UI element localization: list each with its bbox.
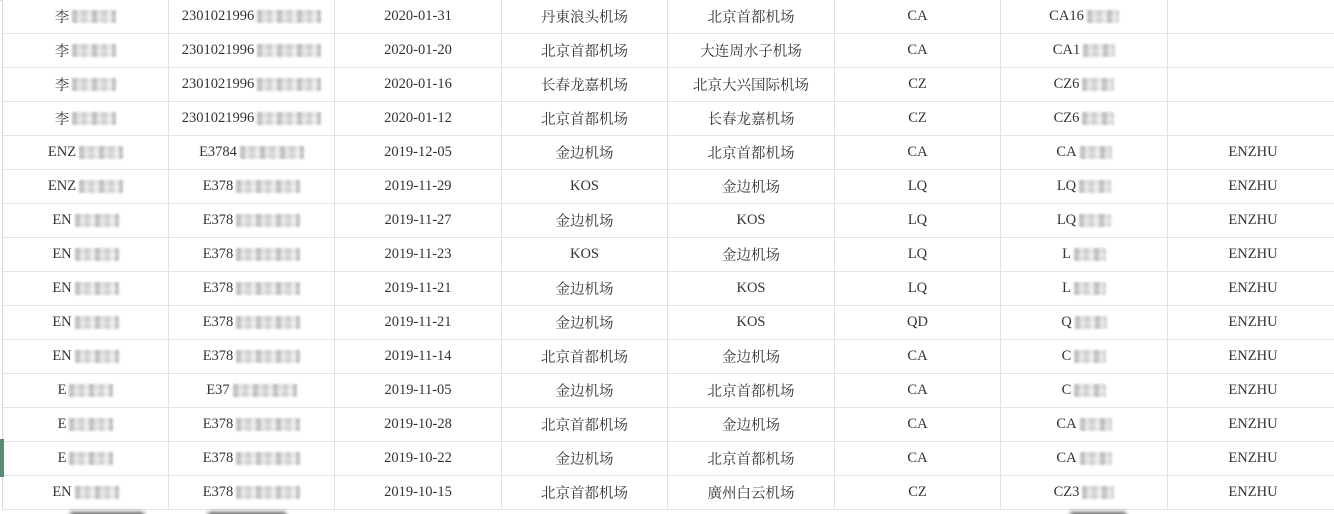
cell-text: 金边机场 — [555, 316, 614, 332]
cell-text: 李 — [54, 10, 70, 26]
cell-text: 北京首都机场 — [707, 146, 795, 162]
cell-date[interactable] — [335, 170, 502, 203]
cell-departure[interactable] — [502, 442, 668, 475]
cell-text: LQ — [907, 280, 928, 296]
cell-text: KOS — [736, 280, 766, 296]
cell-arrival[interactable] — [668, 0, 835, 33]
redaction-mosaic — [1079, 214, 1111, 227]
redaction-mosaic — [72, 10, 116, 23]
redaction-mosaic — [1074, 350, 1106, 363]
cell-departure[interactable] — [502, 340, 668, 373]
redaction-mosaic — [72, 78, 116, 91]
cell-arrival[interactable] — [668, 170, 835, 203]
cell-text: E378 — [202, 178, 234, 194]
cell-text: E378 — [202, 450, 234, 466]
cell-text: 2301021996 — [181, 76, 255, 92]
cell-date[interactable] — [335, 34, 502, 67]
cell-text: E378 — [202, 348, 234, 364]
cell-tag[interactable] — [1168, 272, 1334, 305]
cell-text: L — [1062, 280, 1071, 296]
cell-text: ENZHU — [1228, 246, 1278, 262]
cell-text: 北京首都机场 — [541, 418, 628, 434]
cell-airline[interactable] — [835, 34, 1001, 67]
cell-text: 2301021996 — [181, 8, 255, 24]
cell-name[interactable] — [3, 340, 169, 373]
cell-text: CA — [907, 348, 928, 364]
cell-tag[interactable] — [1168, 204, 1334, 237]
cell-text: 长春龙嘉机场 — [541, 78, 628, 94]
cell-text: E378 — [202, 212, 234, 228]
cell-text: Q — [1061, 314, 1072, 330]
cell-flight[interactable] — [1001, 34, 1168, 67]
cell-text: 金边机场 — [722, 350, 780, 366]
cell-id-number[interactable] — [169, 340, 335, 373]
cell-text: ENZHU — [1228, 382, 1278, 398]
cell-text: ENZ — [47, 144, 77, 160]
redaction-mosaic — [75, 316, 119, 329]
cell-arrival[interactable] — [668, 306, 835, 339]
table-row[interactable] — [3, 136, 1334, 170]
redaction-mosaic — [257, 44, 321, 57]
table-row[interactable] — [3, 34, 1334, 68]
cell-text: 北京大兴国际机场 — [693, 78, 809, 94]
redaction-mosaic — [236, 248, 300, 261]
cell-text: 2019-11-27 — [384, 212, 452, 228]
table-row[interactable] — [3, 476, 1334, 510]
cell-text: LQ — [907, 178, 928, 194]
cell-airline[interactable] — [835, 170, 1001, 203]
cell-text: CA16 — [1049, 8, 1084, 24]
cell-text: CA — [1056, 450, 1077, 466]
cell-departure[interactable] — [502, 204, 668, 237]
cell-date[interactable] — [335, 272, 502, 305]
cell-text: ENZHU — [1228, 314, 1278, 330]
table-row[interactable] — [3, 170, 1334, 204]
cell-text: 金边机场 — [555, 146, 614, 162]
cell-departure[interactable] — [502, 408, 668, 441]
cell-text: CZ6 — [1053, 110, 1080, 126]
cell-airline[interactable] — [835, 204, 1001, 237]
cell-flight[interactable] — [1001, 0, 1168, 33]
cell-date[interactable] — [335, 476, 502, 509]
redaction-mosaic — [233, 384, 297, 397]
cell-text: 2019-11-23 — [384, 246, 452, 262]
redaction-mosaic — [1080, 146, 1112, 159]
cell-text: 金边机场 — [722, 180, 780, 196]
cell-airline[interactable] — [835, 102, 1001, 135]
redaction-mosaic — [236, 214, 300, 227]
cell-id-number[interactable] — [169, 408, 335, 441]
cell-text: LQ — [1056, 178, 1077, 194]
redaction-mosaic — [69, 418, 113, 431]
cell-text: ENZHU — [1228, 280, 1278, 296]
cell-text: 金边机场 — [555, 384, 614, 400]
table-row[interactable] — [3, 238, 1334, 272]
table-row[interactable] — [3, 408, 1334, 442]
cell-text: KOS — [569, 178, 599, 194]
cell-tag[interactable] — [1168, 136, 1334, 169]
cell-departure[interactable] — [502, 136, 668, 169]
cell-name[interactable] — [3, 442, 169, 475]
cell-arrival[interactable] — [668, 408, 835, 441]
cell-date[interactable] — [335, 0, 502, 33]
cell-text: 北京首都机场 — [541, 486, 628, 502]
cell-text: 2020-01-16 — [384, 76, 452, 92]
cell-name[interactable] — [3, 238, 169, 271]
redaction-mosaic — [75, 248, 119, 261]
table-row[interactable] — [3, 0, 1334, 34]
cell-id-number[interactable] — [169, 170, 335, 203]
cell-arrival[interactable] — [668, 68, 835, 101]
table-row[interactable] — [3, 102, 1334, 136]
cell-date[interactable] — [335, 238, 502, 271]
cell-airline[interactable] — [835, 136, 1001, 169]
cell-text: QD — [907, 314, 928, 330]
cell-text: 2019-11-21 — [384, 280, 452, 296]
cell-arrival[interactable] — [668, 442, 835, 475]
redaction-mosaic — [1082, 112, 1114, 125]
cell-text: KOS — [736, 212, 766, 228]
redaction-mosaic — [75, 486, 119, 499]
redaction-mosaic — [236, 452, 300, 465]
cell-text: 金边机场 — [555, 282, 614, 298]
cell-text: CA — [907, 450, 928, 466]
cell-text: 2301021996 — [181, 110, 255, 126]
cell-id-number[interactable] — [169, 68, 335, 101]
cell-text: 金边机场 — [722, 418, 780, 434]
cell-text: E378 — [202, 246, 234, 262]
cell-flight[interactable] — [1001, 408, 1168, 441]
cell-text: CZ — [908, 76, 927, 92]
cell-date[interactable] — [335, 68, 502, 101]
cell-text: ENZHU — [1228, 348, 1278, 364]
cell-text: E — [57, 450, 67, 466]
cell-name[interactable] — [3, 476, 169, 509]
cell-name[interactable] — [3, 68, 169, 101]
cell-arrival[interactable] — [668, 238, 835, 271]
redaction-mosaic — [257, 10, 321, 23]
redaction-mosaic — [1087, 10, 1119, 23]
cell-text: KOS — [569, 246, 599, 262]
table-row[interactable] — [3, 306, 1334, 340]
cell-flight[interactable] — [1001, 238, 1168, 271]
cell-id-number[interactable] — [169, 136, 335, 169]
redaction-mosaic — [69, 452, 113, 465]
cell-text: ENZHU — [1228, 416, 1278, 432]
cell-tag[interactable] — [1168, 0, 1334, 33]
cell-name[interactable] — [3, 272, 169, 305]
flight-records-table — [2, 0, 1334, 510]
cell-text: E3784 — [199, 144, 237, 160]
cell-text: CA — [907, 382, 928, 398]
cell-id-number[interactable] — [169, 374, 335, 407]
cell-text: CA — [907, 8, 928, 24]
cell-departure[interactable] — [502, 170, 668, 203]
cell-arrival[interactable] — [668, 204, 835, 237]
cell-flight[interactable] — [1001, 204, 1168, 237]
cell-arrival[interactable] — [668, 136, 835, 169]
cell-flight[interactable] — [1001, 272, 1168, 305]
cell-text: 2019-10-28 — [384, 416, 452, 432]
cell-text: 金边机场 — [555, 452, 614, 468]
cell-departure[interactable] — [502, 0, 668, 33]
cell-departure[interactable] — [502, 34, 668, 67]
cell-text: 2019-12-05 — [384, 144, 452, 160]
cell-flight[interactable] — [1001, 68, 1168, 101]
cell-text: 2020-01-20 — [384, 42, 452, 58]
cell-arrival[interactable] — [668, 374, 835, 407]
cell-tag[interactable] — [1168, 34, 1334, 67]
table-row[interactable] — [3, 204, 1334, 238]
cell-text: 李 — [54, 44, 70, 60]
redaction-mosaic — [257, 112, 321, 125]
cell-text: E37 — [206, 382, 230, 398]
redaction-mosaic — [240, 146, 304, 159]
cell-text: E378 — [202, 484, 234, 500]
cell-departure[interactable] — [502, 476, 668, 509]
cell-text: EN — [52, 280, 72, 296]
cell-text: EN — [52, 246, 72, 262]
cell-airline[interactable] — [835, 272, 1001, 305]
cell-airline[interactable] — [835, 374, 1001, 407]
cell-date[interactable] — [335, 136, 502, 169]
cell-departure[interactable] — [502, 374, 668, 407]
cell-tag[interactable] — [1168, 408, 1334, 441]
cell-text: 2301021996 — [181, 42, 255, 58]
cell-text: ENZ — [47, 178, 77, 194]
cell-tag[interactable] — [1168, 68, 1334, 101]
cell-text: 2020-01-31 — [384, 8, 452, 24]
cell-text: EN — [52, 348, 72, 364]
cell-date[interactable] — [335, 340, 502, 373]
cell-name[interactable] — [3, 34, 169, 67]
cell-text: CA — [1056, 416, 1077, 432]
cell-flight[interactable] — [1001, 102, 1168, 135]
cell-airline[interactable] — [835, 306, 1001, 339]
cell-text: CA — [1056, 144, 1077, 160]
cell-text: CA — [907, 416, 928, 432]
cell-text: 北京首都机场 — [541, 350, 628, 366]
cell-text: CZ6 — [1053, 76, 1080, 92]
cell-text: E378 — [202, 280, 234, 296]
cell-text: ENZHU — [1228, 450, 1278, 466]
redaction-mosaic — [79, 146, 123, 159]
redaction-mosaic — [1074, 248, 1106, 261]
redaction-mosaic — [236, 418, 300, 431]
cell-id-number[interactable] — [169, 476, 335, 509]
cell-text: EN — [52, 484, 72, 500]
redaction-mosaic — [236, 180, 300, 193]
cell-text: EN — [52, 212, 72, 228]
cell-flight[interactable] — [1001, 374, 1168, 407]
cell-id-number[interactable] — [169, 272, 335, 305]
cell-text: CZ — [908, 110, 927, 126]
cell-flight[interactable] — [1001, 306, 1168, 339]
cell-flight[interactable] — [1001, 340, 1168, 373]
cell-tag[interactable] — [1168, 306, 1334, 339]
cell-text: E — [57, 382, 67, 398]
redaction-mosaic — [75, 282, 119, 295]
cell-text: LQ — [907, 212, 928, 228]
cell-text: ENZHU — [1228, 212, 1278, 228]
table-row[interactable] — [3, 374, 1334, 408]
cell-departure[interactable] — [502, 238, 668, 271]
cell-text: E378 — [202, 314, 234, 330]
cell-id-number[interactable] — [169, 306, 335, 339]
cell-date[interactable] — [335, 102, 502, 135]
cell-tag[interactable] — [1168, 476, 1334, 509]
cell-text: KOS — [736, 314, 766, 330]
redaction-mosaic — [1083, 44, 1115, 57]
cell-text: ENZHU — [1228, 144, 1278, 160]
cell-date[interactable] — [335, 374, 502, 407]
cell-text: 李 — [54, 78, 70, 94]
cell-text: 北京首都机场 — [707, 10, 795, 26]
cell-airline[interactable] — [835, 442, 1001, 475]
cell-airline[interactable] — [835, 476, 1001, 509]
cell-text: 2019-11-29 — [384, 178, 452, 194]
redaction-mosaic — [236, 486, 300, 499]
redaction-mosaic — [1074, 282, 1106, 295]
cell-text: 2019-11-14 — [384, 348, 452, 364]
cell-departure[interactable] — [502, 306, 668, 339]
cell-airline[interactable] — [835, 68, 1001, 101]
cell-text: 北京首都机场 — [541, 44, 628, 60]
redaction-mosaic — [1080, 418, 1112, 431]
cell-text: CA1 — [1052, 42, 1081, 58]
cell-tag[interactable] — [1168, 374, 1334, 407]
cell-date[interactable] — [335, 306, 502, 339]
cell-name[interactable] — [3, 0, 169, 33]
cell-text: ENZHU — [1228, 484, 1278, 500]
cell-date[interactable] — [335, 442, 502, 475]
cell-text: 李 — [54, 112, 70, 128]
cell-text: CZ3 — [1053, 484, 1080, 500]
cell-tag[interactable] — [1168, 102, 1334, 135]
cell-airline[interactable] — [835, 340, 1001, 373]
cell-tag[interactable] — [1168, 442, 1334, 475]
cell-flight[interactable] — [1001, 170, 1168, 203]
cell-text: E378 — [202, 416, 234, 432]
cell-text: LQ — [907, 246, 928, 262]
cell-text: CZ — [908, 484, 927, 500]
redaction-mosaic — [1080, 452, 1112, 465]
cell-text: 丹東浪头机场 — [541, 10, 628, 26]
cell-airline[interactable] — [835, 408, 1001, 441]
redaction-mosaic — [236, 350, 300, 363]
row-indicator-bar — [0, 439, 4, 477]
redaction-mosaic — [72, 44, 116, 57]
cell-date[interactable] — [335, 204, 502, 237]
cell-text: 金边机场 — [555, 214, 614, 230]
cell-arrival[interactable] — [668, 340, 835, 373]
cell-id-number[interactable] — [169, 0, 335, 33]
cell-arrival[interactable] — [668, 476, 835, 509]
cell-text: C — [1061, 382, 1072, 398]
cell-text: 2019-11-05 — [384, 382, 452, 398]
cell-flight[interactable] — [1001, 136, 1168, 169]
cell-arrival[interactable] — [668, 34, 835, 67]
cell-airline[interactable] — [835, 0, 1001, 33]
table-row[interactable] — [3, 442, 1334, 476]
table-row[interactable] — [3, 340, 1334, 374]
redaction-mosaic — [236, 282, 300, 295]
cell-id-number[interactable] — [169, 102, 335, 135]
redaction-mosaic — [236, 316, 300, 329]
cell-text: 北京首都机场 — [707, 384, 795, 400]
cell-text: ENZHU — [1228, 178, 1278, 194]
redaction-mosaic — [79, 180, 123, 193]
redaction-mosaic — [1082, 486, 1114, 499]
cell-text: 金边机场 — [722, 248, 780, 264]
cell-airline[interactable] — [835, 238, 1001, 271]
redaction-mosaic — [1075, 316, 1107, 329]
table-row[interactable] — [3, 272, 1334, 306]
cell-tag[interactable] — [1168, 170, 1334, 203]
cell-text: 2019-10-22 — [384, 450, 452, 466]
cell-departure[interactable] — [502, 68, 668, 101]
redaction-mosaic — [257, 78, 321, 91]
cell-text: CA — [907, 144, 928, 160]
cell-arrival[interactable] — [668, 102, 835, 135]
redaction-mosaic — [1079, 180, 1111, 193]
cell-text: L — [1062, 246, 1071, 262]
cell-departure[interactable] — [502, 272, 668, 305]
cell-text: 2020-01-12 — [384, 110, 452, 126]
cell-name[interactable] — [3, 374, 169, 407]
cell-text: C — [1061, 348, 1072, 364]
table-row[interactable] — [3, 68, 1334, 102]
cell-id-number[interactable] — [169, 34, 335, 67]
cell-text: 北京首都机场 — [707, 452, 795, 468]
cell-date[interactable] — [335, 408, 502, 441]
cell-text: 大连周水子机场 — [700, 44, 802, 60]
cell-text: 2019-10-15 — [384, 484, 452, 500]
cell-text: 廣州白云机场 — [707, 486, 795, 502]
cell-text: 长春龙嘉机场 — [707, 112, 795, 128]
redaction-mosaic — [75, 350, 119, 363]
cell-name[interactable] — [3, 204, 169, 237]
cell-tag[interactable] — [1168, 238, 1334, 271]
redaction-mosaic — [1082, 78, 1114, 91]
redaction-mosaic — [1074, 384, 1106, 397]
cell-name[interactable] — [3, 136, 169, 169]
cell-text: LQ — [1056, 212, 1077, 228]
cell-name[interactable] — [3, 306, 169, 339]
partial-next-row — [0, 510, 1334, 514]
cell-arrival[interactable] — [668, 272, 835, 305]
cell-id-number[interactable] — [169, 442, 335, 475]
redaction-mosaic — [69, 384, 113, 397]
cell-text: EN — [52, 314, 72, 330]
redaction-mosaic — [72, 112, 116, 125]
cell-name[interactable] — [3, 170, 169, 203]
cell-departure[interactable] — [502, 102, 668, 135]
cell-text: E — [57, 416, 67, 432]
cell-flight[interactable] — [1001, 442, 1168, 475]
cell-text: 2019-11-21 — [384, 314, 452, 330]
cell-name[interactable] — [3, 102, 169, 135]
redaction-mosaic — [75, 214, 119, 227]
cell-flight[interactable] — [1001, 476, 1168, 509]
cell-text: CA — [907, 42, 928, 58]
cell-id-number[interactable] — [169, 204, 335, 237]
cell-name[interactable] — [3, 408, 169, 441]
cell-id-number[interactable] — [169, 238, 335, 271]
cell-tag[interactable] — [1168, 340, 1334, 373]
cell-text: 北京首都机场 — [541, 112, 628, 128]
